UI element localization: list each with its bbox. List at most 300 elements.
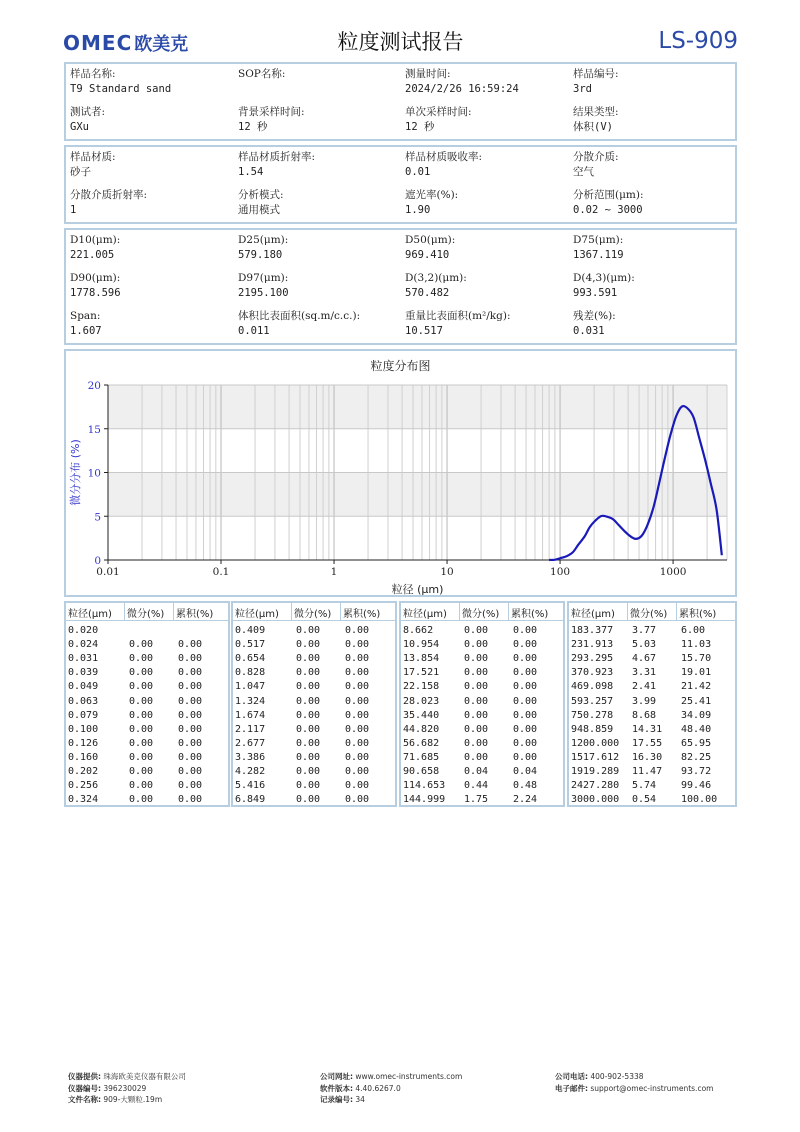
table-cell: 0.024 xyxy=(68,639,99,651)
table-row xyxy=(66,680,228,694)
logo-text: OMEC xyxy=(63,31,133,55)
table-cell: 0.00 xyxy=(464,737,489,749)
footer-key: 仪器编号: xyxy=(68,1083,101,1093)
table-cell: 0.079 xyxy=(68,709,99,721)
table-row xyxy=(233,723,395,737)
table-row xyxy=(401,723,563,737)
info-field xyxy=(405,188,458,218)
table-header-cell: 累积(%) xyxy=(679,609,717,620)
table-cell: 0.00 xyxy=(296,667,321,679)
table-cell: 0.828 xyxy=(235,667,266,679)
table-header-row xyxy=(233,603,395,621)
info-field xyxy=(238,233,288,263)
info-field xyxy=(70,188,147,218)
table-header-cell: 微分(%) xyxy=(127,609,165,620)
data-point xyxy=(687,408,688,409)
table-row xyxy=(66,638,228,652)
report-header xyxy=(63,26,738,60)
info-field xyxy=(238,150,315,180)
table-row xyxy=(233,638,395,652)
table-cell: 19.01 xyxy=(681,667,712,679)
field-label: 背景采样时间: xyxy=(238,106,305,118)
table-row xyxy=(569,751,735,765)
field-label: 分散介质: xyxy=(573,151,619,163)
field-label: 重量比表面积(m²/kg): xyxy=(405,310,511,322)
footer-line xyxy=(320,1071,462,1083)
header-divider xyxy=(291,603,292,621)
field-value: 0.01 xyxy=(405,166,431,178)
header-divider xyxy=(459,603,460,621)
data-point xyxy=(629,535,630,536)
table-row xyxy=(569,737,735,751)
table-cell: 0.00 xyxy=(129,723,154,735)
table-cell: 1200.000 xyxy=(571,737,620,749)
field-value: 0.031 xyxy=(573,325,605,337)
table-cell: 2427.280 xyxy=(571,780,620,792)
table-cell: 0.00 xyxy=(296,794,321,806)
table-cell: 28.023 xyxy=(403,695,440,707)
table-cell: 0.00 xyxy=(178,709,203,721)
table-row xyxy=(569,666,735,680)
field-value: 1.54 xyxy=(238,166,264,178)
field-value: 1367.119 xyxy=(573,249,624,261)
info-field xyxy=(573,67,619,97)
info-field xyxy=(573,150,619,180)
table-cell: 0.00 xyxy=(178,639,203,651)
table-header-cell: 微分(%) xyxy=(462,609,500,620)
table-cell: 0.00 xyxy=(345,625,370,636)
table-header-cell: 累积(%) xyxy=(343,609,381,620)
info-field xyxy=(70,150,116,180)
table-cell: 0.00 xyxy=(296,639,321,651)
footer-value: 909-大颗粒.19m xyxy=(101,1095,163,1104)
footer-column xyxy=(555,1071,713,1094)
data-point xyxy=(566,556,567,557)
table-cell: 10.954 xyxy=(403,639,440,651)
table-cell: 0.00 xyxy=(464,667,489,679)
footer-value: 400-902-5338 xyxy=(588,1072,644,1081)
table-cell: 56.682 xyxy=(403,737,440,749)
field-value: 12 秒 xyxy=(238,121,268,133)
grid-band xyxy=(108,473,727,517)
footer-line xyxy=(555,1083,713,1095)
footer-line xyxy=(555,1071,713,1083)
table-cell: 0.00 xyxy=(513,709,538,721)
table-cell: 11.47 xyxy=(632,766,663,777)
field-label: D90(μm): xyxy=(70,272,121,284)
data-point xyxy=(612,519,613,520)
field-value: 0.02 ~ 3000 xyxy=(573,204,643,216)
table-cell: 0.517 xyxy=(235,639,266,651)
table-cell: 0.00 xyxy=(345,766,370,777)
table-cell: 35.440 xyxy=(403,709,440,721)
table-cell: 5.74 xyxy=(632,780,657,792)
info-field xyxy=(573,309,616,339)
table-row xyxy=(401,709,563,723)
table-cell: 0.00 xyxy=(129,709,154,721)
table-cell: 14.31 xyxy=(632,723,663,735)
table-cell: 8.68 xyxy=(632,709,657,721)
field-value: 570.482 xyxy=(405,287,450,299)
table-cell: 2.677 xyxy=(235,737,266,749)
table-row xyxy=(569,793,735,807)
table-cell: 144.999 xyxy=(403,794,446,806)
table-cell: 3000.000 xyxy=(571,794,620,806)
table-row xyxy=(401,638,563,652)
x-tick-label: 10 xyxy=(440,566,454,578)
field-label: 遮光率(%): xyxy=(405,189,459,201)
table-cell: 11.03 xyxy=(681,639,712,651)
table-cell: 4.67 xyxy=(632,653,657,665)
table-row xyxy=(66,765,228,779)
data-point xyxy=(584,536,585,537)
table-cell: 3.31 xyxy=(632,667,657,679)
table-cell: 0.00 xyxy=(296,751,321,763)
info-field xyxy=(573,271,635,301)
field-value: 1 xyxy=(70,204,77,216)
table-cell: 65.95 xyxy=(681,737,712,749)
data-point xyxy=(572,552,573,553)
table-row xyxy=(401,652,563,666)
table-cell: 0.00 xyxy=(296,723,321,735)
table-header-row xyxy=(401,603,563,621)
x-tick-label: 0.1 xyxy=(212,566,230,578)
table-row xyxy=(401,624,563,638)
table-cell: 0.54 xyxy=(632,794,657,806)
table-cell: 2.117 xyxy=(235,723,266,735)
x-tick-label: 100 xyxy=(550,566,571,578)
table-row xyxy=(233,709,395,723)
table-cell: 0.202 xyxy=(68,766,99,777)
field-value: 221.005 xyxy=(70,249,115,261)
sample-info-panel xyxy=(64,62,737,141)
logo-cn: 欧美克 xyxy=(134,34,189,55)
info-field xyxy=(238,188,284,218)
field-value: GXu xyxy=(70,121,89,133)
footer-line xyxy=(320,1094,462,1106)
field-value: 579.180 xyxy=(238,249,283,261)
table-cell: 2.24 xyxy=(513,794,538,806)
header-divider xyxy=(124,603,125,621)
grid-band xyxy=(108,429,727,473)
header-divider xyxy=(627,603,628,621)
table-row xyxy=(569,652,735,666)
table-row xyxy=(233,652,395,666)
table-row xyxy=(66,624,228,638)
table-cell: 99.46 xyxy=(681,780,712,792)
table-cell: 0.00 xyxy=(129,653,154,665)
table-row xyxy=(569,624,735,638)
table-header-row xyxy=(569,603,735,621)
y-tick-label: 0 xyxy=(94,555,101,567)
table-cell: 0.00 xyxy=(464,681,489,693)
data-point xyxy=(589,526,590,527)
table-cell: 17.521 xyxy=(403,667,440,679)
table-cell: 3.386 xyxy=(235,751,266,763)
data-point xyxy=(693,417,694,418)
footer-key: 记录编号: xyxy=(320,1095,353,1104)
header-divider xyxy=(173,603,174,621)
table-cell: 0.00 xyxy=(178,653,203,665)
info-field xyxy=(573,188,644,218)
table-row xyxy=(66,779,228,793)
table-row xyxy=(233,793,395,807)
table-cell: 0.00 xyxy=(345,794,370,806)
field-label: D25(μm): xyxy=(238,234,289,246)
table-cell: 0.160 xyxy=(68,751,99,763)
size-distribution-tables xyxy=(64,601,737,807)
field-label: 样品材质: xyxy=(70,151,116,163)
table-cell: 593.257 xyxy=(571,695,614,707)
field-label: D(4,3)(μm): xyxy=(573,272,635,284)
distribution-chart-panel xyxy=(64,349,737,597)
field-label: D75(μm): xyxy=(573,234,624,246)
info-field xyxy=(573,105,619,135)
field-label: 样品材质折射率: xyxy=(238,151,316,163)
table-cell: 8.662 xyxy=(403,625,434,636)
field-label: 样品编号: xyxy=(573,68,619,80)
table-row xyxy=(401,666,563,680)
header-divider xyxy=(508,603,509,621)
footer-line xyxy=(68,1083,186,1095)
table-row xyxy=(66,737,228,751)
info-field xyxy=(70,105,105,135)
table-row xyxy=(66,751,228,765)
field-value: 空气 xyxy=(573,166,594,178)
field-label: Span: xyxy=(70,310,101,322)
table-cell: 0.039 xyxy=(68,667,99,679)
table-cell: 3.77 xyxy=(632,625,657,636)
table-row xyxy=(233,666,395,680)
table-cell: 0.126 xyxy=(68,737,99,749)
info-field xyxy=(405,105,472,135)
data-table-1 xyxy=(64,601,230,807)
info-field xyxy=(405,233,455,263)
table-cell: 6.849 xyxy=(235,794,266,806)
table-row xyxy=(66,695,228,709)
table-cell: 0.00 xyxy=(178,681,203,693)
table-cell: 183.377 xyxy=(571,625,614,636)
field-label: 分析范围(μm): xyxy=(573,189,644,201)
table-row xyxy=(66,723,228,737)
table-row xyxy=(401,765,563,779)
footer-key: 软件版本: xyxy=(320,1083,353,1093)
field-label: 分散介质折射率: xyxy=(70,189,148,201)
table-cell: 0.00 xyxy=(345,695,370,707)
field-value: 1778.596 xyxy=(70,287,121,299)
table-cell: 4.282 xyxy=(235,766,266,777)
table-cell: 0.00 xyxy=(296,780,321,792)
table-cell: 100.00 xyxy=(681,794,718,806)
data-point xyxy=(635,538,636,539)
field-value: 969.410 xyxy=(405,249,450,261)
table-row xyxy=(569,779,735,793)
table-cell: 0.00 xyxy=(296,625,321,636)
field-label: D50(μm): xyxy=(405,234,456,246)
data-point xyxy=(641,535,642,536)
table-row xyxy=(569,709,735,723)
data-point xyxy=(601,515,602,516)
table-row xyxy=(233,695,395,709)
footer-line xyxy=(68,1071,186,1083)
table-cell: 0.020 xyxy=(68,625,99,636)
table-cell: 0.00 xyxy=(345,780,370,792)
table-cell: 0.00 xyxy=(513,723,538,735)
table-cell: 0.00 xyxy=(178,667,203,679)
info-field xyxy=(70,309,102,339)
table-header-cell: 微分(%) xyxy=(294,609,332,620)
table-cell: 21.42 xyxy=(681,681,712,693)
info-field xyxy=(70,271,121,301)
footer-value: 珠海欧美克仪器有限公司 xyxy=(101,1072,186,1081)
instrument-model: LS-909 xyxy=(658,28,738,54)
header-divider xyxy=(676,603,677,621)
table-cell: 17.55 xyxy=(632,737,663,749)
table-cell: 0.00 xyxy=(513,737,538,749)
info-field xyxy=(70,67,171,97)
footer-value: 34 xyxy=(353,1095,365,1104)
table-cell: 0.00 xyxy=(345,681,370,693)
footer-key: 公司网址: xyxy=(320,1072,353,1081)
table-cell: 48.40 xyxy=(681,723,712,735)
report-footer xyxy=(68,1071,748,1111)
table-cell: 0.48 xyxy=(513,780,538,792)
table-header-cell: 累积(%) xyxy=(511,609,549,620)
x-tick-label: 1000 xyxy=(659,566,687,578)
footer-value: www.omec-instruments.com xyxy=(353,1072,463,1081)
table-cell: 0.00 xyxy=(345,751,370,763)
table-cell: 0.04 xyxy=(513,766,538,777)
table-row xyxy=(401,680,563,694)
table-row xyxy=(401,751,563,765)
field-label: 体积比表面积(sq.m/c.c.): xyxy=(238,310,361,322)
distribution-chart xyxy=(66,351,735,595)
table-cell: 0.654 xyxy=(235,653,266,665)
grid-band xyxy=(108,385,727,429)
table-cell: 0.324 xyxy=(68,794,99,806)
table-cell: 0.00 xyxy=(178,794,203,806)
table-cell: 0.00 xyxy=(464,723,489,735)
table-cell: 0.00 xyxy=(296,709,321,721)
table-cell: 0.00 xyxy=(129,751,154,763)
table-cell: 0.00 xyxy=(178,766,203,777)
y-tick-label: 10 xyxy=(87,467,101,480)
table-cell: 0.00 xyxy=(129,639,154,651)
table-cell: 0.04 xyxy=(464,766,489,777)
table-cell: 34.09 xyxy=(681,709,712,721)
data-point xyxy=(549,559,550,560)
field-value: 10.517 xyxy=(405,325,443,337)
table-cell: 0.00 xyxy=(178,695,203,707)
field-value: 3rd xyxy=(573,83,592,95)
info-field xyxy=(238,271,289,301)
footer-line xyxy=(320,1083,462,1095)
table-cell: 370.923 xyxy=(571,667,614,679)
data-point xyxy=(555,559,556,560)
material-info-panel xyxy=(64,145,737,224)
table-row xyxy=(233,624,395,638)
table-cell: 0.00 xyxy=(345,723,370,735)
table-cell: 3.99 xyxy=(632,695,657,707)
table-cell: 0.00 xyxy=(513,681,538,693)
field-label: SOP名称: xyxy=(238,68,286,80)
data-point xyxy=(664,459,665,460)
table-cell: 231.913 xyxy=(571,639,614,651)
table-row xyxy=(569,680,735,694)
table-cell: 0.00 xyxy=(178,780,203,792)
table-cell: 0.00 xyxy=(296,695,321,707)
x-tick-label: 1 xyxy=(330,566,338,578)
table-cell: 25.41 xyxy=(681,695,712,707)
data-table-4 xyxy=(567,601,737,807)
y-tick-label: 15 xyxy=(87,423,101,436)
y-axis-label: 微分分布 (%) xyxy=(69,439,82,506)
table-cell: 1.75 xyxy=(464,794,489,806)
table-row xyxy=(66,652,228,666)
data-point xyxy=(624,530,625,531)
field-value: 砂子 xyxy=(70,166,91,178)
table-cell: 0.00 xyxy=(296,681,321,693)
field-value: 体积(V) xyxy=(573,121,613,133)
table-cell: 0.00 xyxy=(464,639,489,651)
table-cell: 6.00 xyxy=(681,625,706,636)
report-title: 粒度测试报告 xyxy=(337,30,464,54)
header-divider xyxy=(340,603,341,621)
x-axis-label: 粒径 (μm) xyxy=(391,583,444,595)
footer-column xyxy=(68,1071,186,1106)
field-label: 残差(%): xyxy=(573,310,616,322)
data-point xyxy=(658,483,659,484)
table-cell: 948.859 xyxy=(571,723,614,735)
data-point xyxy=(710,482,711,483)
table-cell: 1.047 xyxy=(235,681,266,693)
field-label: D97(μm): xyxy=(238,272,289,284)
table-row xyxy=(66,666,228,680)
field-value: 0.011 xyxy=(238,325,270,337)
table-cell: 22.158 xyxy=(403,681,440,693)
table-header-cell: 粒径(μm) xyxy=(68,609,112,620)
data-point xyxy=(716,509,717,510)
table-cell: 0.409 xyxy=(235,625,266,636)
table-cell: 0.00 xyxy=(513,625,538,636)
field-label: 测试者: xyxy=(70,106,106,118)
info-field xyxy=(405,309,511,339)
field-value: 1.90 xyxy=(405,204,431,216)
field-value: 2195.100 xyxy=(238,287,289,299)
table-cell: 0.00 xyxy=(129,780,154,792)
footer-value: support@omec-instruments.com xyxy=(588,1083,714,1093)
footer-line xyxy=(68,1094,186,1106)
table-cell: 1.674 xyxy=(235,709,266,721)
data-point xyxy=(681,406,682,407)
field-value: T9 Standard sand xyxy=(70,83,172,95)
footer-key: 公司电话: xyxy=(555,1072,588,1081)
table-cell: 469.098 xyxy=(571,681,614,693)
table-cell: 293.295 xyxy=(571,653,614,665)
table-cell: 0.00 xyxy=(464,625,489,636)
data-point xyxy=(618,524,619,525)
table-cell: 5.416 xyxy=(235,780,266,792)
field-value: 通用模式 xyxy=(238,204,280,216)
table-row xyxy=(401,779,563,793)
table-cell: 0.00 xyxy=(345,639,370,651)
footer-key: 电子邮件: xyxy=(555,1083,588,1093)
x-tick-label: 0.01 xyxy=(96,566,120,578)
field-label: 单次采样时间: xyxy=(405,106,472,118)
table-cell: 0.00 xyxy=(129,681,154,693)
table-cell: 114.653 xyxy=(403,780,446,792)
table-header-cell: 微分(%) xyxy=(630,609,668,620)
